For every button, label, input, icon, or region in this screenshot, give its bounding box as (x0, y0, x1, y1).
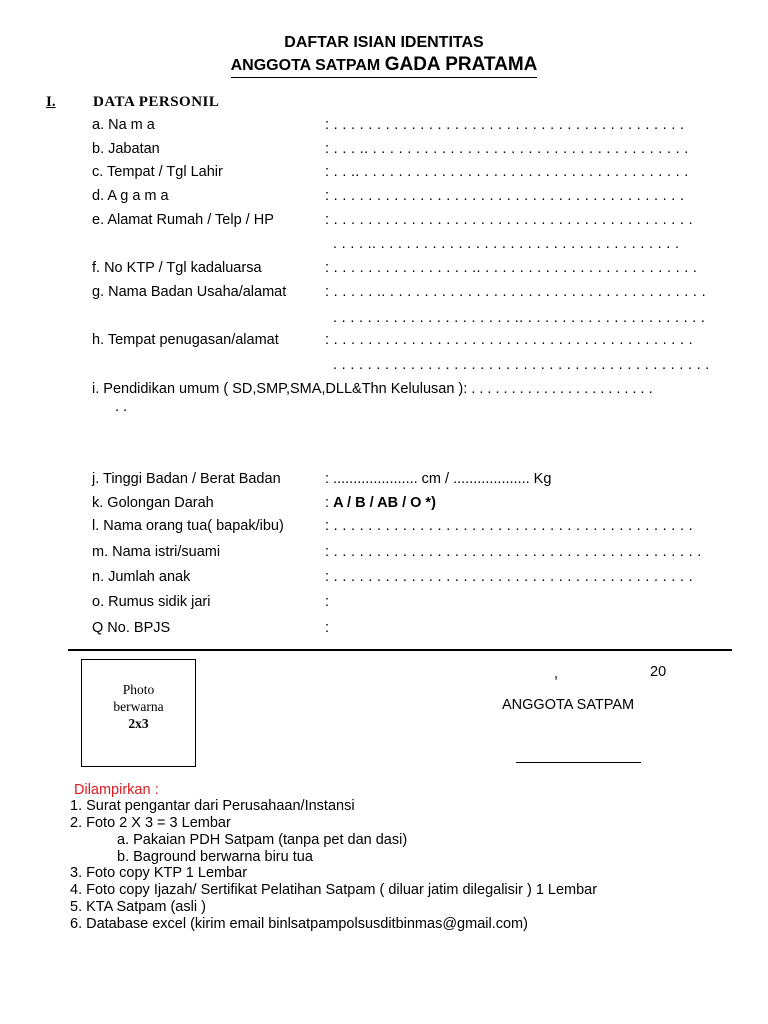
attachment-item: 5. KTA Satpam (asli ) (70, 899, 206, 915)
field-input-bpjs[interactable]: : (325, 620, 330, 636)
attachment-item: 6. Database excel (kirim email binlsatpampolsusditbinmas@gmail.com) (70, 916, 528, 932)
field-input-jumlah-anak[interactable]: : . . . . . . . . . . . . . . . . . . . . . . . . . . . . . . . . . . . . . . . . . . (325, 569, 693, 585)
field-input-jabatan[interactable]: : . . . .. . . . . . . . . . . . . . . . . . . . . . . . . . . . . . . . . . . . . . (325, 141, 689, 157)
field-label-bpjs: Q No. BPJS (92, 620, 171, 636)
signature-role: ANGGOTA SATPAM (502, 697, 635, 713)
golongan-darah-options[interactable]: A / B / AB / O *) (333, 495, 436, 511)
signature-place-comma: , (554, 666, 559, 682)
field-label-jabatan: b. Jabatan (92, 141, 160, 157)
field-input-istri-suami[interactable]: : . . . . . . . . . . . . . . . . . . . . . . . . . . . . . . . . . . . . . . . . . . . (325, 544, 702, 560)
field-label-tempat-penugasan: h. Tempat penugasan/alamat (92, 332, 279, 348)
field-input-ktp[interactable]: : . . . . . . . . . . . . . . . . .. . . . . . . . . . . . . . . . . . . . . . . . . . (325, 260, 698, 276)
field-label-sidik-jari: o. Rumus sidik jari (92, 594, 211, 610)
field-label-agama: d. A g a m a (92, 188, 169, 204)
field-input-alamat[interactable]: : . . . . . . . . . . . . . . . . . . . . . . . . . . . . . . . . . . . . . . . . . . (325, 212, 693, 228)
field-input-pendidikan-cont[interactable]: . . (115, 399, 128, 415)
signature-year: 20 (650, 664, 667, 680)
photo-label-line2: berwarna (113, 699, 164, 714)
attachment-subitem: a. Pakaian PDH Satpam (tanpa pet dan dasi) (117, 832, 408, 848)
field-label-jumlah-anak: n. Jumlah anak (92, 569, 191, 585)
attachment-item: 2. Foto 2 X 3 = 3 Lembar (70, 815, 231, 831)
photo-label-size: 2x3 (128, 716, 149, 731)
section-divider (68, 649, 732, 651)
field-input-sidik-jari[interactable]: : (325, 594, 330, 610)
field-label-alamat: e. Alamat Rumah / Telp / HP (92, 212, 274, 228)
attachment-item: 4. Foto copy Ijazah/ Sertifikat Pelatihan Satpam ( diluar jatim dilegalisir ) 1 Lembar (70, 882, 598, 898)
field-label-orang-tua: l. Nama orang tua( bapak/ibu) (92, 518, 284, 534)
form-subtitle-level: GADA PRATAMA (384, 54, 538, 75)
form-title: DAFTAR ISIAN IDENTITAS (284, 34, 484, 51)
field-label-pendidikan: i. Pendidikan umum ( SD,SMP,SMA,DLL&Thn Kelulusan ): . . . . . . . . . . . . . . . . . . . . . . . (92, 381, 653, 397)
field-label-golongan-darah: k. Golongan Darah (92, 495, 214, 511)
field-label-tinggi-berat: j. Tinggi Badan / Berat Badan (92, 471, 281, 487)
section-title: DATA PERSONIL (93, 94, 220, 110)
field-label-istri-suami: m. Nama istri/suami (92, 544, 221, 560)
attachment-item: 3. Foto copy KTP 1 Lembar (70, 865, 248, 881)
field-label-badan-usaha: g. Nama Badan Usaha/alamat (92, 284, 287, 300)
section-number: I. (46, 94, 56, 110)
field-input-alamat-line2[interactable]: . . . . .. . . . . . . . . . . . . . . . . . . . . . . . . . . . . . . . . . . . (333, 236, 680, 252)
field-label-tempat-tgl-lahir: c. Tempat / Tgl Lahir (92, 164, 223, 180)
form-subtitle (0, 54, 768, 78)
attachments-title: Dilampirkan : (74, 782, 159, 798)
field-input-badan-usaha[interactable]: : . . . . . .. . . . . . . . . . . . . . . . . . . . . . . . . . . . . . . . . . . . . . (325, 284, 706, 300)
field-label-nama: a. Na m a (92, 117, 155, 133)
field-input-orang-tua[interactable]: : . . . . . . . . . . . . . . . . . . . . . . . . . . . . . . . . . . . . . . . . . . (325, 518, 693, 534)
attachment-subitem: b. Baground berwarna biru tua (117, 849, 313, 865)
field-input-badan-usaha-line2[interactable]: . . . . . . . . . . . . . . . . . . . . . .. . . . . . . . . . . . . . . . . . . . . . (333, 310, 706, 326)
attachment-item: 1. Surat pengantar dari Perusahaan/Instansi (70, 798, 355, 814)
field-input-agama[interactable]: : . . . . . . . . . . . . . . . . . . . . . . . . . . . . . . . . . . . . . . . . . (325, 188, 685, 204)
field-input-tinggi-berat[interactable]: : ..................... cm / ................... Kg (325, 471, 552, 487)
photo-label-line1: Photo (122, 682, 155, 697)
signature-line[interactable] (516, 762, 641, 763)
golongan-darah-colon: : (325, 495, 334, 511)
photo-box (81, 659, 196, 767)
field-input-nama[interactable]: : . . . . . . . . . . . . . . . . . . . . . . . . . . . . . . . . . . . . . . . . . (325, 117, 685, 133)
field-input-tempat-penugasan[interactable]: : . . . . . . . . . . . . . . . . . . . . . . . . . . . . . . . . . . . . . . . . . . (325, 332, 693, 348)
field-input-tempat-tgl-lahir[interactable]: : . . .. . . . . . . . . . . . . . . . . . . . . . . . . . . . . . . . . . . . . . . (325, 164, 689, 180)
field-input-golongan-darah[interactable] (325, 495, 436, 511)
form-subtitle-prefix: ANGGOTA SATPAM (230, 57, 385, 74)
field-label-ktp: f. No KTP / Tgl kadaluarsa (92, 260, 262, 276)
field-input-tempat-penugasan-line2[interactable]: . . . . . . . . . . . . . . . . . . . . . . . . . . . . . . . . . . . . . . . . . . . . (333, 357, 710, 373)
